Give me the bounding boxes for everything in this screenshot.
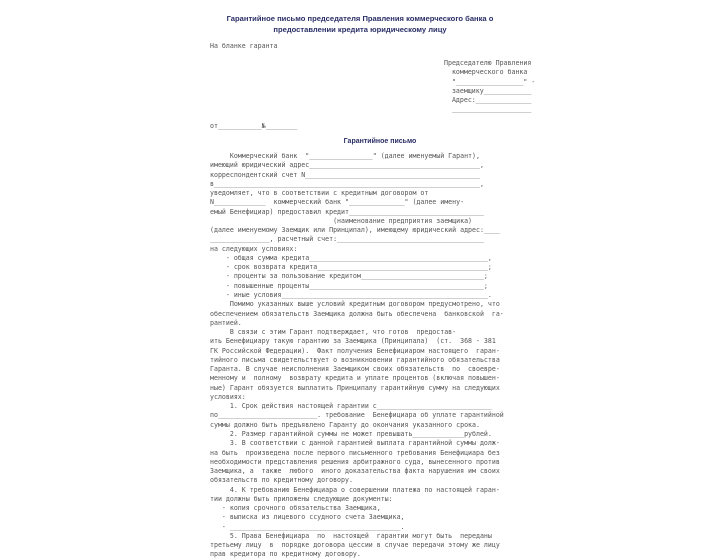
body-line: 4. К требованию Бенефициара о совершении платежа по настоящей гаран-: [210, 485, 500, 494]
body-line: _______________, расчетный счет:_____________________________________: [210, 235, 484, 244]
body-line: емый Бенефициар) предоставил кредит__________________________________: [210, 207, 484, 216]
body-line: В связи с этим Гарант подтверждает, что готов предостав-: [210, 328, 457, 337]
body-line: имеющий юридический адрес___________________________________________,: [210, 161, 484, 170]
body-line: - проценты за пользование кредитом_______________________________;: [210, 272, 488, 281]
body-line: тийного письма свидетельствует о возникновении гарантийного обязательства: [210, 355, 500, 364]
body-line: рантией.: [210, 318, 242, 327]
addressee-line: ____________________: [444, 105, 532, 114]
body-line: Заемщика, а также любого иного доказательства факта нарушения им своих: [210, 467, 500, 476]
body-line: - общая сумма кредита_____________________________________________,: [210, 253, 492, 262]
body-line: 3. В соответствии с данной гарантией выплата гарантийной суммы долж-: [210, 439, 500, 448]
body-line: - ___________________________________________.: [210, 522, 405, 531]
body-line: ГК Российской Федерации). Факт получения Бенефициаром настоящего гаран-: [210, 346, 500, 355]
body-line: N_____________ коммерческий банк "______________" (далее имену-: [210, 198, 465, 207]
body-line: - срок возврата кредита___________________________________________;: [210, 263, 492, 272]
body-line: 2. Размер гарантийной суммы не может превышать_____________рублей.: [210, 429, 492, 438]
addressee-line: коммерческого банка: [444, 68, 528, 77]
body-line: на следующих условиях:: [210, 244, 298, 253]
body-line: уведомляет, что в соответствии с кредитным договором от: [210, 189, 429, 198]
document-title-line-1: Гарантийное письмо председателя Правления коммерческого банка о: [226, 14, 494, 23]
body-line: условиях:: [210, 392, 246, 401]
body-line: Коммерческий банк "________________" (далее именуемый Гарант),: [210, 152, 480, 160]
body-line: менному и полному возврату кредита и уплате процентов (включая повышен-: [210, 374, 500, 383]
body-line: обеспечением обязательств Заемщика должна быть обеспечена банковской га-: [210, 309, 504, 318]
body-line: 1. Срок действия настоящей гарантии с_____________________________: [210, 402, 492, 411]
body-line: суммы должно быть предъявлено Гаранту до окончания указанного срока.: [210, 420, 480, 429]
addressee-line: "_________________" -: [444, 77, 536, 86]
body-line: обязательств по кредитному договору.: [210, 476, 353, 485]
body-line: по_________________________. требование Бенефициара об уплате гарантийной: [210, 411, 504, 420]
letter-heading: Гарантийное письмо: [343, 138, 417, 145]
body-line: Помимо указанных выше условий кредитным договором предусмотрено, что: [210, 300, 500, 309]
body-line: - иные условия____________________________________________________.: [210, 290, 492, 299]
body-line: (далее именуемому Заемщик или Принципал), имеющему юридический адрес:____: [210, 226, 500, 235]
addressee-block: [444, 59, 535, 115]
body-line: - копия срочного обязательства Заемщика,: [210, 504, 381, 513]
letterhead-note: На бланке гаранта: [210, 42, 278, 50]
letter-body: [210, 152, 543, 560]
body-line: корреспондентский счет N____________________________________________: [210, 170, 480, 179]
body-line: - повышенные проценты____________________________________________;: [210, 281, 488, 290]
document-title-line-2: предоставлении кредита юридическому лицу: [273, 25, 447, 34]
body-line: - выписка из лицевого ссудного счета Заемщика,: [210, 513, 405, 522]
body-line: Гаранта. В случае неисполнения Заемщиком своих обязательств по своевре-: [210, 365, 500, 374]
body-line: тии должны быть приложены следующие документы:: [210, 494, 393, 503]
body-line: на быть произведена после первого письменного требования Бенефициара без: [210, 448, 500, 457]
body-line: необходимости представления решения арбитражного суда, вынесенного против: [210, 457, 500, 466]
body-line: 5. Права Бенефициара по настоящей гарантии могут быть переданы: [210, 531, 492, 540]
body-line: в___________________________________________________________________,: [210, 179, 484, 188]
addressee-line: Председателю Правления: [444, 59, 532, 67]
addressee-line: заемщику____________: [444, 86, 532, 95]
body-line: (наименование предприятия заемщика): [210, 216, 473, 225]
addressee-line: Адрес:______________: [444, 96, 532, 105]
date-number-line: от___________№________: [210, 122, 298, 130]
body-line: прав кредитора по кредитному договору.: [210, 550, 361, 559]
body-line: третьему лицу в порядке договора цессии в случае передачи этому же лицу: [210, 541, 500, 550]
body-line: ные) Гарант обязуется выплатить Принципалу гарантийную сумму на следующих: [210, 383, 500, 392]
body-line: ить Бенефициару такую гарантию за Заемщика (Принципала) (ст. 368 - 381: [210, 337, 496, 346]
